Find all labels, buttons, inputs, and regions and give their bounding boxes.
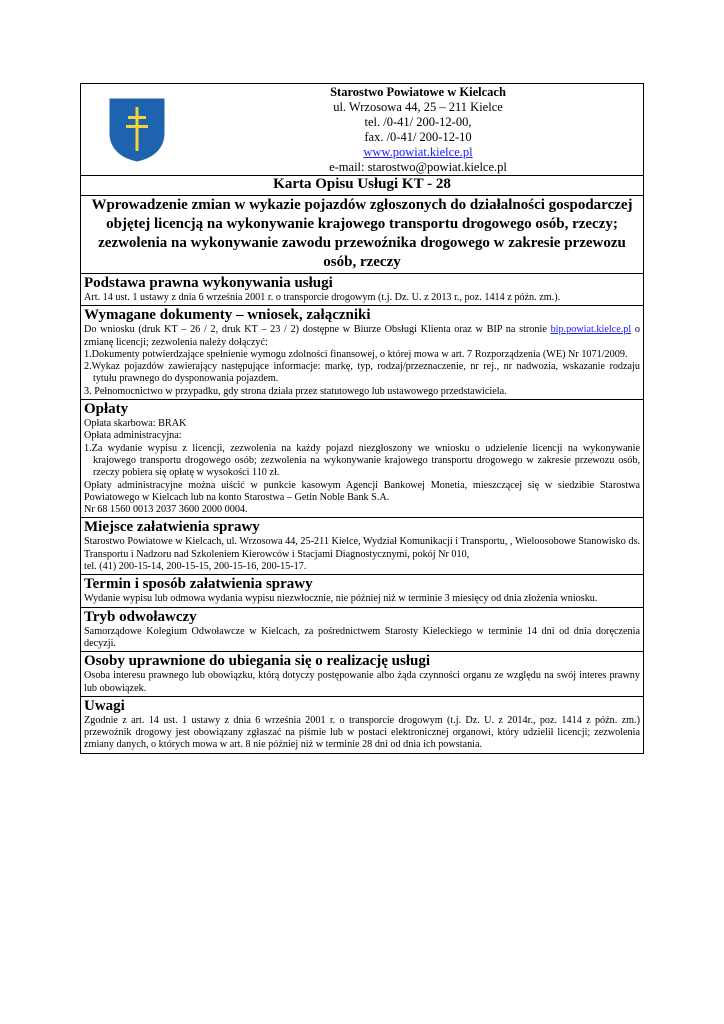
admin-fee-item: 1.Za wydanie wypisu z licencji, zezwolenia na każdy pojazd niezgłoszony we wniosku o udzielenie licencji na wykonywanie krajowego transportu drogowego osób; zezwolenia na wykonywanie krajowego transportu drogowego w zakresie przewozu osób, rzeczy pobiera się opłatę w wysokości 110 zł.	[84, 442, 640, 479]
coat-of-arms-icon	[108, 97, 166, 163]
section-title: Opłaty	[84, 401, 129, 418]
organization-info	[193, 84, 643, 175]
bip-link[interactable]: bip.powiat.kielce.pl	[550, 324, 632, 336]
phone-numbers: tel. (41) 200-15-14, 200-15-15, 200-15-16, 200-15-17.	[84, 561, 307, 573]
section-title: Miejsce załatwienia sprawy	[84, 519, 260, 536]
header	[81, 84, 643, 176]
legal-basis-text: Art. 14 ust. 1 ustawy z dnia 6 września 2001 r. o transporcie drogowym (t.j. Dz. U. z 2013 r., poz. 1414 z późn. zm.).	[84, 292, 561, 303]
appeal-text: Samorządowe Kolegium Odwoławcze w Kielcach, za pośrednictwem Starosty Kieleckiego w terminie 14 dni od dnia doręczenia decyzji.	[84, 625, 640, 649]
deadline-text: Wydanie wypisu lub odmowa wydania wypisu niezwłocznie, nie później niż w terminie 3 miesięcy od dnia złożenia wniosku.	[84, 593, 598, 605]
list-item: 3. Pełnomocnictwo w przypadku, gdy strona działa przez statutowego lub ustawowego przedstawiciela.	[84, 385, 507, 397]
organization-phone: tel. /0-41/ 200-12-00,	[364, 115, 472, 129]
documents-intro: Do wniosku (druk KT – 26 / 2, druk KT – 23 / 2) dostępne w Biurze Obsługi Klienta oraz w BIP na stronie bip.powiat.kielce.pl o zmianę licencji; zezwolenia należy dołączyć:	[84, 324, 641, 348]
entitled-section	[81, 652, 643, 697]
organization-fax: fax. /0-41/ 200-12-10	[364, 130, 472, 144]
place-section	[81, 518, 643, 575]
section-title: Wymagane dokumenty – wniosek, załączniki	[84, 307, 371, 324]
organization-address: ul. Wrzosowa 44, 25 – 211 Kielce	[333, 100, 503, 114]
service-title: Wprowadzenie zmian w wykazie pojazdów zgłoszonych do działalności gospodarczej objętej licencją na wykonywanie krajowego transportu drogowego osób, rzeczy; zezwolenia na wykonywanie zawodu przewoźnika drogowego w zakresie przewozu osób, rzeczy	[81, 196, 643, 274]
entitled-text: Osoba interesu prawnego lub obowiązku, którą dotyczy postępowanie albo żąda czynności organu ze względu na swój interes prawny lub obowiązek.	[84, 670, 640, 694]
fees-text	[84, 418, 640, 516]
section-title: Osoby uprawnione do ubiegania się o realizację usługi	[84, 653, 431, 670]
bank-account: Nr 68 1560 0013 2037 3600 2000 0004.	[84, 504, 248, 516]
stamp-fee: Opłata skarbowa: BRAK	[84, 418, 187, 430]
notes-text: Zgodnie z art. 14 ust. 1 ustawy z dnia 6 września 2001 r. o transporcie drogowym (t.j. Dz. U. z 2014r., poz. 1414 z późn. zm.) przewoźnik drogowy jest obowiązany zgłaszać na piśmie lub w postaci elektronicznej organowi, który udzielił licencji; zezwolenia zmiany danych, o których mowa w art. 8 nie później niż w terminie 28 dni od dnia ich powstania.	[84, 714, 640, 751]
fees-section	[81, 400, 643, 518]
section-title: Tryb odwoławczy	[84, 608, 197, 625]
appeal-section	[81, 608, 643, 653]
service-card	[80, 83, 644, 754]
section-title: Termin i sposób załatwienia sprawy	[84, 576, 313, 593]
legal-basis-section	[81, 274, 643, 306]
deadline-section	[81, 575, 643, 607]
documents-section	[81, 306, 643, 400]
crest-cell	[81, 84, 193, 175]
organization-email: e-mail: starostwo@powiat.kielce.pl	[329, 160, 507, 174]
website-link[interactable]: www.powiat.kielce.pl	[363, 145, 473, 159]
documents-text	[84, 324, 640, 398]
card-title: Karta Opisu Usługi KT - 28	[81, 176, 643, 196]
notes-section	[81, 697, 643, 753]
admin-fee-label: Opłata administracyjna:	[84, 430, 182, 442]
organization-name: Starostwo Powiatowe w Kielcach	[330, 85, 506, 99]
list-item: 1.Dokumenty potwierdzające spełnienie wymogu zdolności finansowej, o której mowa w art. 7 Rozporządzenia (WE) Nr 1071/2009.	[84, 348, 628, 360]
payment-info: Opłaty administracyjne można uiścić w punkcie kasowym Agencji Bankowej Monetia, mieszczącej się w siedzibie Starostwa Powiatowego w Kielcach lub na konto Starostwa – Getin Noble Bank S.A.	[84, 479, 640, 503]
section-title: Podstawa prawna wykonywania usługi	[84, 275, 333, 291]
list-item: 2.Wykaz pojazdów zawierający następujące informacje: markę, typ, rodzaj/przeznaczenie, nr rej., nr nadwozia, wskazanie rodzaju tytułu prawnego do dysponowania pojazdem.	[84, 361, 640, 385]
place-text: Starostwo Powiatowe w Kielcach, ul. Wrzosowa 44, 25-211 Kielce, Wydział Komunikacji i Transportu, , Wieloosobowe Stanowisko ds. Transportu i Nadzoru nad Szkoleniem Kierowców i Stacjami Diagnostycznymi, pokój Nr 010, tel. (41) 200-15-14, 200-15-15, 200-15-16, 200-15-17.	[84, 536, 640, 573]
section-title: Uwagi	[84, 697, 125, 714]
